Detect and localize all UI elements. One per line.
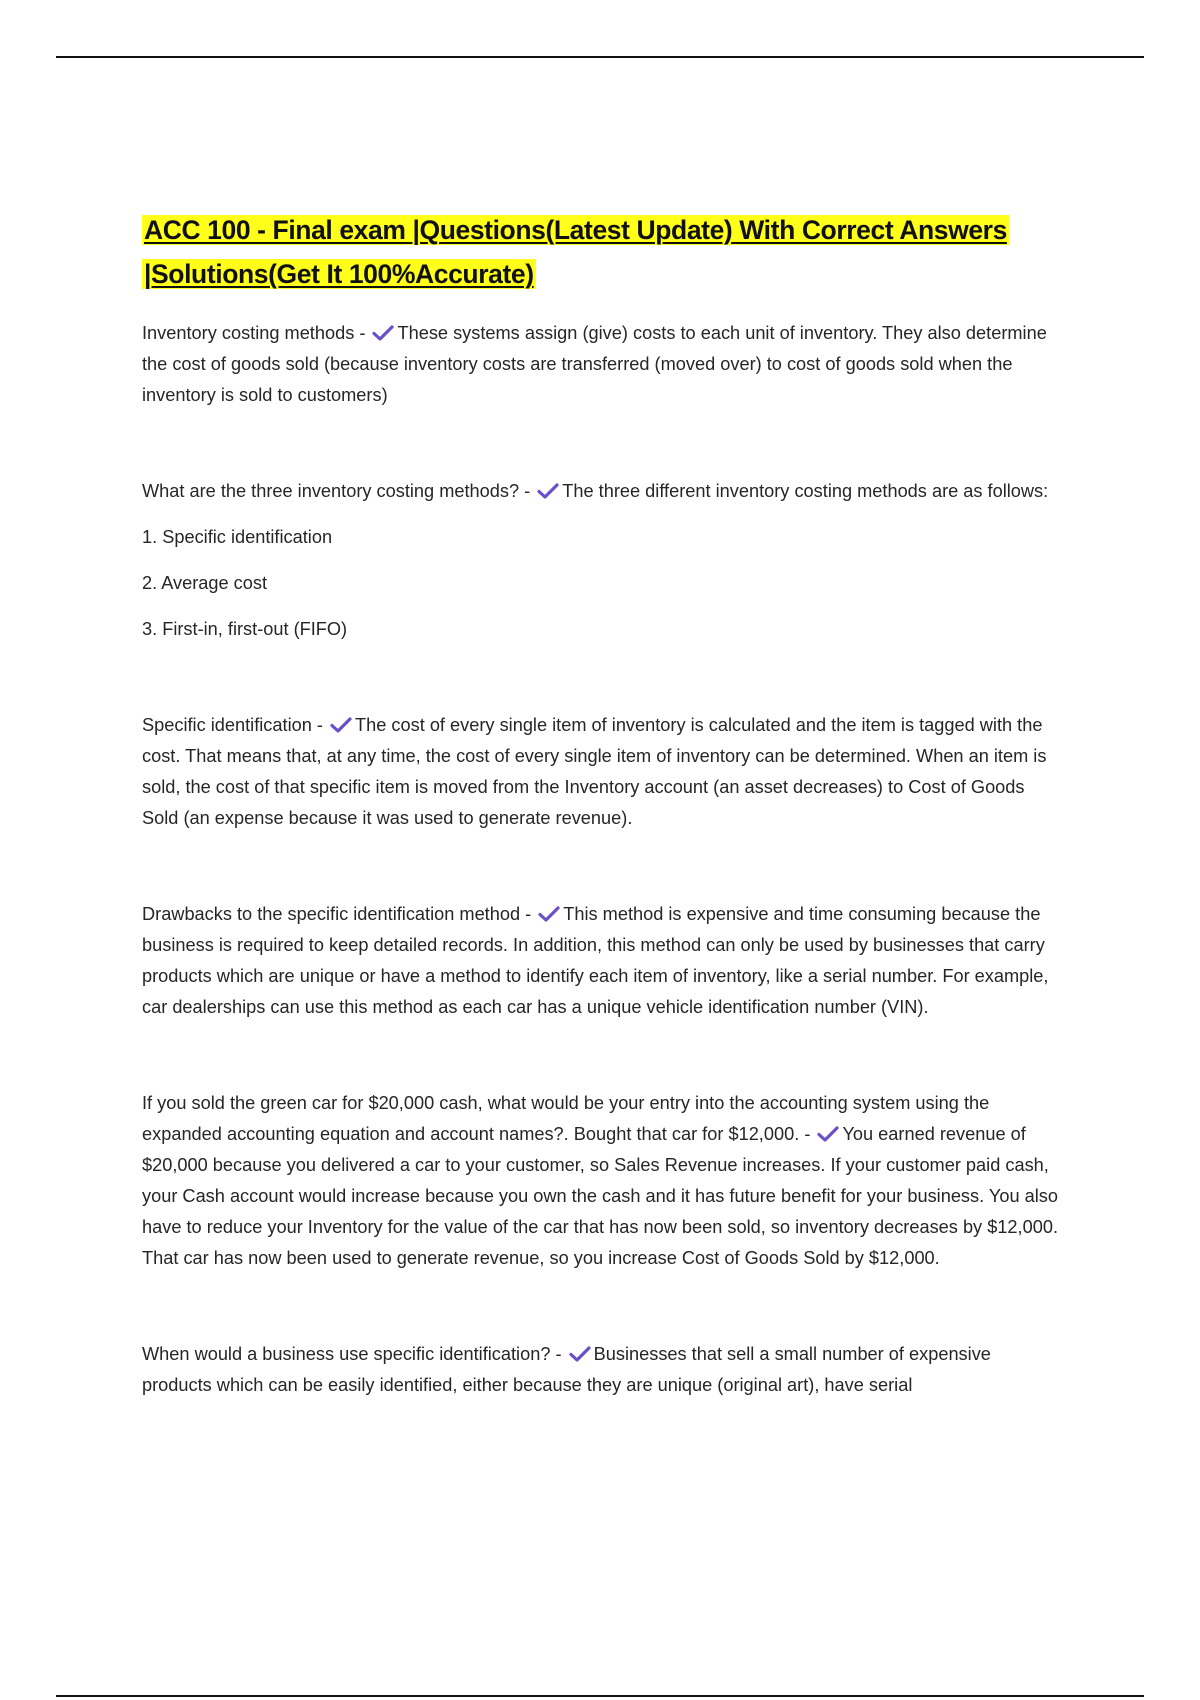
separator: -: [354, 323, 371, 343]
separator: -: [519, 481, 536, 501]
list-item: 1. Specific identification: [142, 527, 333, 547]
separator: -: [311, 715, 329, 735]
check-icon: [330, 717, 352, 733]
answer-text: The cost of every single item of inventory is calculated and the item is tagged with the cost. That means that, at any time, the cost of every single item of inventory can be determined. When an item is sold, the cost of that specific item is moved from the Inventory account (an asset decreases) to Cost of Goods Sold (an expense because it was used to generate revenue).: [142, 715, 1047, 828]
answer-text: These systems assign (give) costs to each unit of inventory. They also determine the cost of goods sold (because inventory costs are transferred (moved over) to cost of goods sold when the inventory is sold to customers): [142, 323, 1047, 405]
qa-item-inventory-costing-methods: [142, 318, 1062, 411]
separator: -: [550, 1344, 567, 1364]
question-text: When would a business use specific identification?: [142, 1344, 551, 1364]
answer-text: This method is expensive and time consuming because the business is required to keep detailed records. In addition, this method can only be used by businesses that carry products which are unique or have a method to identify each item of inventory, like a serial number. For example, car dealerships can use this method as each car has a unique vehicle identification number (VIN).: [142, 904, 1049, 1017]
check-icon: [372, 325, 394, 341]
question-text: If you sold the green car for $20,000 cash, what would be your entry into the accounting system using the expanded accounting equation and account names?. Bought that car for $12,000.: [142, 1093, 990, 1144]
check-icon: [817, 1126, 839, 1142]
qa-item-three-costing-methods: [142, 476, 1062, 507]
list-item: 2. Average cost: [142, 573, 268, 593]
qa-item-when-use-specific-identification: [142, 1339, 1062, 1401]
answer-text: Businesses that sell a small number of expensive products which can be easily identified, either because they are unique (original art), have serial: [142, 1344, 991, 1395]
qa-item-drawbacks: [142, 899, 1062, 1023]
title-highlight: ACC 100 - Final exam |Questions(Latest Update) With Correct Answers |Solutions(Get It 100%Accurate): [144, 215, 1007, 289]
document-title: [142, 208, 1062, 296]
question-text: What are the three inventory costing methods?: [142, 481, 520, 501]
answer-text: The three different inventory costing methods are as follows:: [562, 481, 1049, 501]
qa-item-green-car-entry: [142, 1088, 1062, 1274]
question-text: Inventory costing methods: [142, 323, 355, 343]
list-item: 3. First-in, first-out (FIFO): [142, 619, 348, 639]
document-body: [142, 208, 1062, 1401]
check-icon: [537, 483, 559, 499]
top-rule: [56, 56, 1144, 58]
question-text: Drawbacks to the specific identification method: [142, 904, 521, 924]
check-icon: [538, 906, 560, 922]
qa-item-specific-identification: [142, 710, 1062, 834]
bottom-rule: [56, 1695, 1144, 1697]
separator: -: [799, 1124, 816, 1144]
separator: -: [520, 904, 537, 924]
question-text: Specific identification: [142, 715, 312, 735]
answer-text: You earned revenue of $20,000 because you delivered a car to your customer, so Sales Revenue increases. If your customer paid cash, your Cash account would increase because you own the cash and it has future benefit for your business. You also have to reduce your Inventory for the value of the car that has now been sold, so inventory decreases by $12,000. That car has now been used to generate revenue, so you increase Cost of Goods Sold by $12,000.: [142, 1124, 1059, 1268]
check-icon: [569, 1346, 591, 1362]
